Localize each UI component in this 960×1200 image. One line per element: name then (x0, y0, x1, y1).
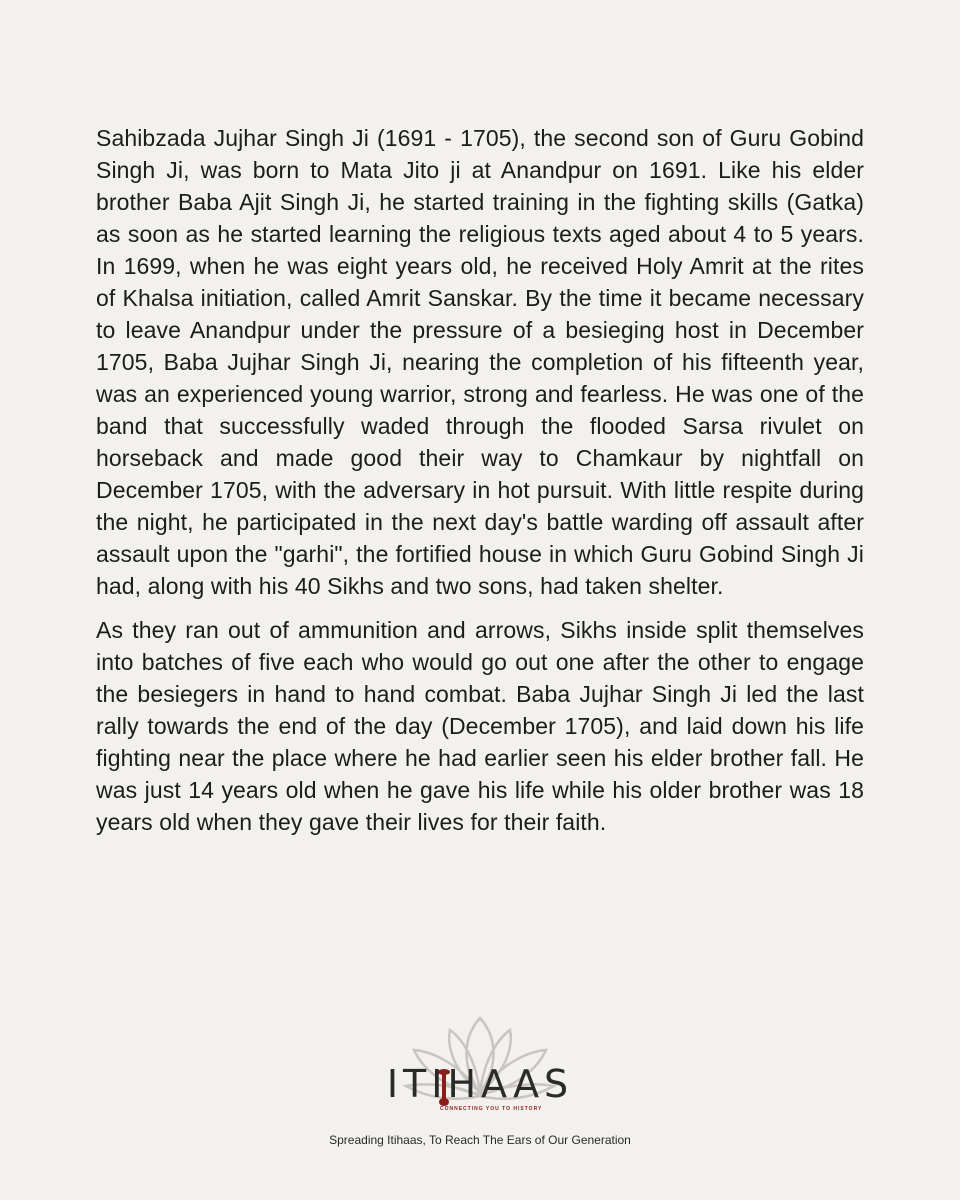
logo-wordmark: ITIHAAS (386, 1062, 574, 1106)
itihaas-logo (380, 1010, 580, 1130)
article-paragraph-2: As they ran out of ammunition and arrows, Sikhs inside split themselves into batches of five each who would go out one after the other to engage the besiegers in hand to hand combat. Baba Jujhar Singh Ji led the last rally towards the end of the day (December 1705), and laid down his life fighting near the place where he had earlier seen his elder brother fall. He was just 14 years old when he gave his life while his older brother was 18 years old when they gave their lives for their faith. (96, 617, 864, 835)
logo-tagline: CONNECTING YOU TO HISTORY (440, 1106, 543, 1112)
article-paragraph-1: Sahibzada Jujhar Singh Ji (1691 - 1705), the second son of Guru Gobind Singh Ji, was born to Mata Jito ji at Anandpur on 1691. Like his elder brother Baba Ajit Singh Ji, he started training in the fighting skills (Gatka) as soon as he started learning the religious texts aged about 4 to 5 years. In 1699, when he was eight years old, he received Holy Amrit at the rites of Khalsa initiation, called Amrit Sanskar. By the time it became necessary to leave Anandpur under the pressure of a besieging host in December 1705, Baba Jujhar Singh Ji, nearing the completion of his fifteenth year, was an experienced young warrior, strong and fearless. He was one of the band that successfully waded through the flooded Sarsa rivulet on horseback and made good their way to Chamkaur by nightfall on December 1705, with the adversary in hot pursuit. With little respite during the night, he participated in the next day's battle warding off assault after assault upon the "garhi", the fortified house in which Guru Gobind Singh Ji had, along with his 40 Sikhs and two sons, had taken shelter. (96, 125, 864, 599)
article-body (96, 122, 864, 850)
footer-caption: Spreading Itihaas, To Reach The Ears of Our Generation (329, 1133, 631, 1147)
